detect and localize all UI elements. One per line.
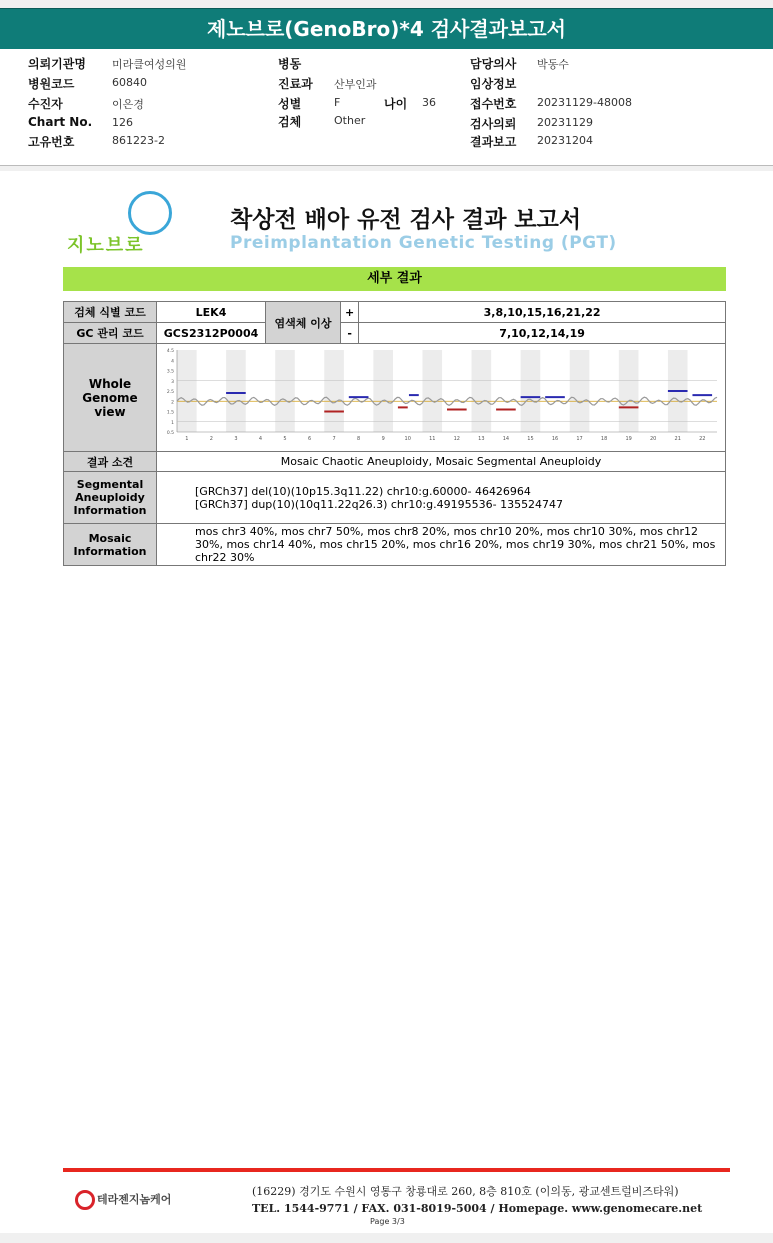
segmental-info bbox=[157, 472, 726, 524]
section-title: 세부 결과 bbox=[367, 271, 422, 286]
minus-sign: - bbox=[341, 323, 359, 344]
segmental-label: Segmental Aneuploidy Information bbox=[64, 472, 157, 524]
specimen-id-value: LEK4 bbox=[157, 302, 266, 323]
result-table bbox=[63, 301, 726, 566]
x-tick-label: 21 bbox=[674, 436, 681, 442]
x-tick-label: 20 bbox=[649, 436, 657, 442]
x-tick-label: 12 bbox=[453, 436, 461, 442]
specimen-value: Other bbox=[334, 114, 366, 127]
segmental-line-2: [GRCh37] dup(10)(10q11.22q26.3) chr10:g.49195536- 135524747 bbox=[195, 497, 564, 511]
y-tick-label: 1 bbox=[171, 420, 174, 426]
wgv-label bbox=[64, 344, 157, 452]
age-value: 36 bbox=[422, 96, 436, 109]
report-subtitle: Preimplantation Genetic Testing (PGT) bbox=[230, 233, 617, 253]
specimen-id-label: 검체 식별 코드 bbox=[64, 302, 157, 323]
gc-code-value: GCS2312P0004 bbox=[157, 323, 266, 344]
report-main-title: 착상전 배아 유전 검사 결과 보고서 bbox=[230, 207, 582, 233]
report-page bbox=[0, 171, 773, 1233]
x-tick-label: 6 bbox=[307, 436, 312, 442]
y-tick-label: 4.5 bbox=[166, 349, 174, 354]
chromosome-band bbox=[177, 350, 197, 432]
plus-chromosomes: 3,8,10,15,16,21,22 bbox=[359, 302, 726, 323]
x-tick-label: 16 bbox=[551, 436, 559, 442]
x-tick-label: 3 bbox=[234, 436, 238, 442]
y-tick-label: 0.5 bbox=[166, 431, 174, 436]
clinical-info-label: 임상정보 bbox=[470, 77, 517, 91]
wgv-label-text: Whole Genome view bbox=[82, 376, 138, 419]
doctor-label: 담당의사 bbox=[470, 57, 517, 71]
unique-no-label: 고유번호 bbox=[28, 135, 75, 149]
specimen-label: 검체 bbox=[278, 115, 302, 129]
mosaic-label: Mosaic Information bbox=[64, 524, 157, 566]
unique-no-value: 861223-2 bbox=[112, 134, 165, 147]
y-tick-label: 3.5 bbox=[166, 369, 174, 375]
company-logo bbox=[75, 1190, 171, 1210]
chromosome-band bbox=[521, 350, 541, 432]
chromosome-band bbox=[324, 350, 344, 432]
finding-value: Mosaic Chaotic Aneuploidy, Mosaic Segmental Aneuploidy bbox=[157, 452, 726, 472]
chromosome-band bbox=[619, 350, 639, 432]
sex-value: F bbox=[334, 96, 341, 109]
y-tick-label: 3 bbox=[171, 379, 174, 385]
chart-no-value: 126 bbox=[112, 116, 133, 129]
footer-address bbox=[252, 1183, 702, 1217]
y-tick-label: 2 bbox=[171, 400, 174, 406]
age-label: 나이 bbox=[384, 97, 408, 111]
chromosome-band bbox=[373, 350, 393, 432]
x-tick-label: 7 bbox=[332, 436, 336, 442]
chromosome-band bbox=[226, 350, 246, 432]
ward-label: 병동 bbox=[278, 57, 302, 71]
mosaic-info: mos chr3 40%, mos chr7 50%, mos chr8 20%, mos chr10 20%, mos chr10 30%, mos chr12 30%, mos chr14 40%, mos chr15 20%, mos chr16 20%, mos chr19 30%, mos chr21 50%, mos chr22 30% bbox=[157, 524, 726, 566]
section-header bbox=[63, 267, 726, 291]
hospital-code-value: 60840 bbox=[112, 76, 147, 89]
y-tick-label: 2.5 bbox=[166, 390, 174, 395]
institution-value: 미라클여성의원 bbox=[112, 58, 187, 71]
y-tick-label: 4 bbox=[171, 359, 174, 365]
chart-no-label: Chart No. bbox=[28, 115, 93, 129]
x-tick-label: 9 bbox=[381, 436, 385, 442]
x-tick-label: 11 bbox=[429, 436, 436, 442]
sex-label: 성별 bbox=[278, 97, 302, 111]
abnormal-label: 염색체 이상 bbox=[266, 302, 341, 344]
request-date-label: 검사의뢰 bbox=[470, 117, 517, 131]
report-title-bar bbox=[0, 8, 773, 50]
address-line: (16229) 경기도 수원시 영통구 창룡대로 260, 8층 810호 (이의동, 광교센트럴비즈타워) bbox=[252, 1185, 679, 1198]
report-date-value: 20231204 bbox=[537, 134, 593, 147]
x-tick-label: 5 bbox=[283, 436, 287, 442]
wgv-cell bbox=[157, 344, 726, 452]
patient-info-panel bbox=[0, 49, 773, 166]
chromosome-band bbox=[472, 350, 492, 432]
chromosome-band bbox=[570, 350, 590, 432]
receipt-no-value: 20231129-48008 bbox=[537, 96, 632, 109]
x-tick-label: 8 bbox=[357, 436, 361, 442]
footer-divider bbox=[63, 1168, 730, 1172]
genobro-logo-text: 지노브로 bbox=[67, 235, 145, 256]
dept-value: 산부인과 bbox=[334, 78, 377, 91]
company-name: 테라젠지놈케어 bbox=[97, 1193, 172, 1206]
genomecare-g-icon bbox=[75, 1190, 95, 1210]
segmental-line-1: [GRCh37] del(10)(10p15.3q11.22) chr10:g.60000- 46426964 bbox=[195, 484, 531, 498]
x-tick-label: 2 bbox=[209, 436, 213, 442]
patient-label: 수진자 bbox=[28, 97, 63, 111]
x-tick-label: 22 bbox=[699, 436, 706, 442]
x-tick-label: 19 bbox=[625, 436, 632, 442]
page-number: Page 3/3 bbox=[370, 1217, 405, 1226]
dna-magnifier-logo-icon bbox=[128, 191, 172, 235]
x-tick-label: 18 bbox=[600, 436, 608, 442]
x-tick-label: 14 bbox=[502, 436, 510, 442]
y-tick-label: 1.5 bbox=[166, 410, 174, 416]
dept-label: 진료과 bbox=[278, 77, 313, 91]
institution-label: 의뢰기관명 bbox=[28, 57, 86, 71]
patient-value: 이은경 bbox=[112, 98, 144, 111]
request-date-value: 20231129 bbox=[537, 116, 593, 129]
x-tick-label: 15 bbox=[527, 436, 534, 442]
chromosome-band bbox=[422, 350, 442, 432]
hospital-code-label: 병원코드 bbox=[28, 77, 75, 91]
x-tick-label: 1 bbox=[185, 436, 189, 442]
report-date-label: 결과보고 bbox=[470, 135, 517, 149]
finding-label: 결과 소견 bbox=[64, 452, 157, 472]
gc-code-label: GC 관리 코드 bbox=[64, 323, 157, 344]
x-tick-label: 13 bbox=[478, 436, 485, 442]
contact-line: TEL. 1544-9771 / FAX. 031-8019-5004 / Homepage. www.genomecare.net bbox=[252, 1202, 703, 1215]
minus-chromosomes: 7,10,12,14,19 bbox=[359, 323, 726, 344]
doctor-value: 박동수 bbox=[537, 58, 569, 71]
chromosome-band bbox=[275, 350, 295, 432]
x-tick-label: 10 bbox=[404, 436, 411, 442]
whole-genome-chart bbox=[157, 344, 723, 448]
plus-sign: + bbox=[341, 302, 359, 323]
receipt-no-label: 접수번호 bbox=[470, 97, 517, 111]
x-tick-label: 17 bbox=[576, 436, 583, 442]
report-title: 제노브로(GenoBro)*4 검사결과보고서 bbox=[207, 17, 566, 41]
x-tick-label: 4 bbox=[258, 436, 263, 442]
